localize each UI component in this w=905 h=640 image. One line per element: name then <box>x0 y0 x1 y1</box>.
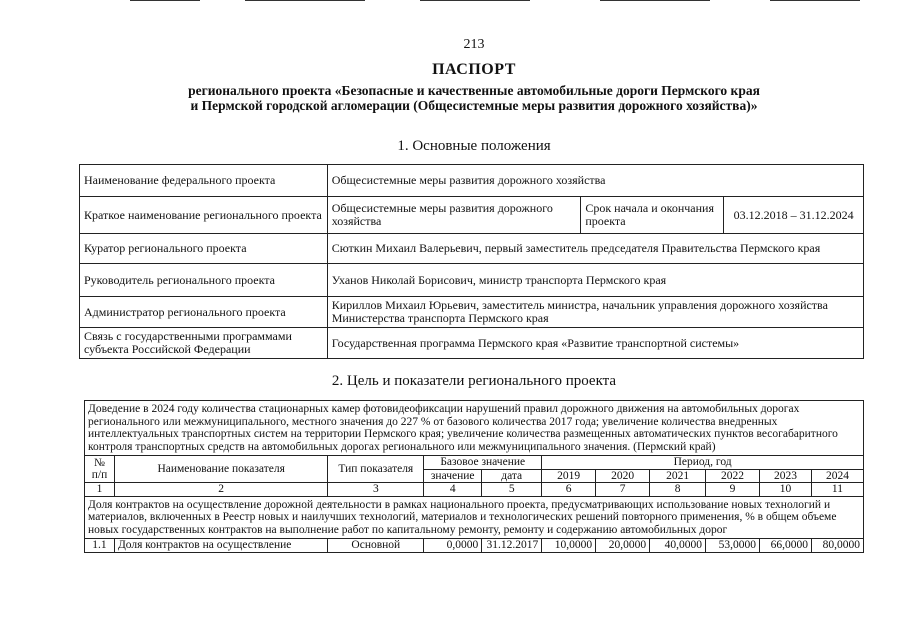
goal-row <box>85 401 864 456</box>
indicator-description: Доля контрактов на осуществление дорожной деятельности в рамках национального проекта, предусматривающих использование новых технологий и материалов, включенных в Реестр новых и наилучших технологий, материалов и технологических решений повторного применения, % в общем объеме новых государственных контрактов на выполнение работ по капитальному ремонту, ремонту и содержанию автомобильных дорог <box>85 496 864 539</box>
row-num: 1.1 <box>85 539 115 553</box>
column-number: 5 <box>482 483 542 497</box>
basic-info-table <box>79 164 864 359</box>
row-value: 40,0000 <box>650 539 706 553</box>
cell-value: 03.12.2018 – 31.12.2024 <box>724 197 864 234</box>
cell-label: Связь с государственными программами субъекта Российской Федерации <box>80 328 328 359</box>
section-2-title: 2. Цель и показатели регионального проекта <box>331 373 617 389</box>
table-row <box>80 297 864 328</box>
project-goal: Доведение в 2024 году количества стационарных камер фотовидеофиксации нарушений правил дорожного движения на автомобильных дорогах регионального или межмуниципального, местного значения до 227 % от базового количества 2017 года; увеличение количества внедренных интеллектуальных транспортных систем на территории Пермского края; увеличение количества размещенных автоматических пунктов весогабаритного контроля транспортных средств на автомобильных дорогах регионального или межмуниципального значения. (Пермский край) <box>85 401 864 456</box>
column-number: 9 <box>706 483 760 497</box>
header-year: 2020 <box>596 469 650 483</box>
subtitle-line-2: и Пермской городской агломерации (Общесистемные меры развития дорожного хозяйства)» <box>190 98 758 113</box>
column-number: 4 <box>424 483 482 497</box>
header-period: Период, год <box>542 456 864 470</box>
column-number: 11 <box>811 483 863 497</box>
top-rule-1 <box>130 0 200 1</box>
row-value: 20,0000 <box>596 539 650 553</box>
row-base-value: 0,0000 <box>424 539 482 553</box>
header-year: 2021 <box>650 469 706 483</box>
row-name: Доля контрактов на осуществление <box>114 539 327 553</box>
header-name: Наименование показателя <box>114 456 327 483</box>
row-value: 80,0000 <box>811 539 863 553</box>
cell-label: Руководитель регионального проекта <box>80 264 328 297</box>
header-year: 2024 <box>811 469 863 483</box>
document-subtitle <box>0 83 905 113</box>
cell-value: Государственная программа Пермского края «Развитие транспортной системы» <box>327 328 863 359</box>
top-rule-4 <box>600 0 710 1</box>
document-title: ПАСПОРТ <box>432 61 516 78</box>
cell-label: Наименование федерального проекта <box>80 165 328 197</box>
column-number-row <box>85 483 864 497</box>
cell-value: Общесистемные меры развития дорожного хозяйства <box>327 197 581 234</box>
section-1-title: 1. Основные положения <box>397 138 551 154</box>
table-row <box>80 197 864 234</box>
header-base-date: дата <box>482 469 542 483</box>
row-value: 53,0000 <box>706 539 760 553</box>
indicator-desc-row <box>85 496 864 539</box>
page-number: 213 <box>463 37 485 52</box>
cell-label: Администратор регионального проекта <box>80 297 328 328</box>
table-row <box>80 165 864 197</box>
cell-value: Сюткин Михаил Валерьевич, первый заместитель председателя Правительства Пермского края <box>327 234 863 264</box>
table-row <box>85 539 864 553</box>
cell-value: Кириллов Михаил Юрьевич, заместитель министра, начальник управления дорожного хозяйства Министерства транспорта Пермского края <box>327 297 863 328</box>
column-number: 3 <box>328 483 424 497</box>
row-type: Основной <box>328 539 424 553</box>
column-number: 1 <box>85 483 115 497</box>
table-row <box>80 264 864 297</box>
cell-value: Уханов Николай Борисович, министр транспорта Пермского края <box>327 264 863 297</box>
top-rule-2 <box>245 0 365 1</box>
column-number: 6 <box>542 483 596 497</box>
top-rule-3 <box>420 0 530 1</box>
column-number: 8 <box>650 483 706 497</box>
table-row <box>80 234 864 264</box>
row-base-date: 31.12.2017 <box>482 539 542 553</box>
header-num: № п/п <box>85 456 115 483</box>
header-row-1 <box>85 456 864 470</box>
cell-label: Куратор регионального проекта <box>80 234 328 264</box>
header-type: Тип показателя <box>328 456 424 483</box>
subtitle-line-1: регионального проекта «Безопасные и качественные автомобильные дороги Пермского края <box>188 83 760 98</box>
header-year: 2022 <box>706 469 760 483</box>
header-base: Базовое значение <box>424 456 542 470</box>
top-rule-5 <box>770 0 860 1</box>
indicators-table <box>84 400 864 553</box>
row-value: 10,0000 <box>542 539 596 553</box>
header-year: 2023 <box>759 469 811 483</box>
header-year: 2019 <box>542 469 596 483</box>
cell-value: Общесистемные меры развития дорожного хозяйства <box>327 165 863 197</box>
column-number: 7 <box>596 483 650 497</box>
column-number: 10 <box>759 483 811 497</box>
table-row <box>80 328 864 359</box>
header-base-value: значение <box>424 469 482 483</box>
column-number: 2 <box>114 483 327 497</box>
cell-label: Срок начала и окончания проекта <box>581 197 724 234</box>
cell-label: Краткое наименование регионального проекта <box>80 197 328 234</box>
row-value: 66,0000 <box>759 539 811 553</box>
